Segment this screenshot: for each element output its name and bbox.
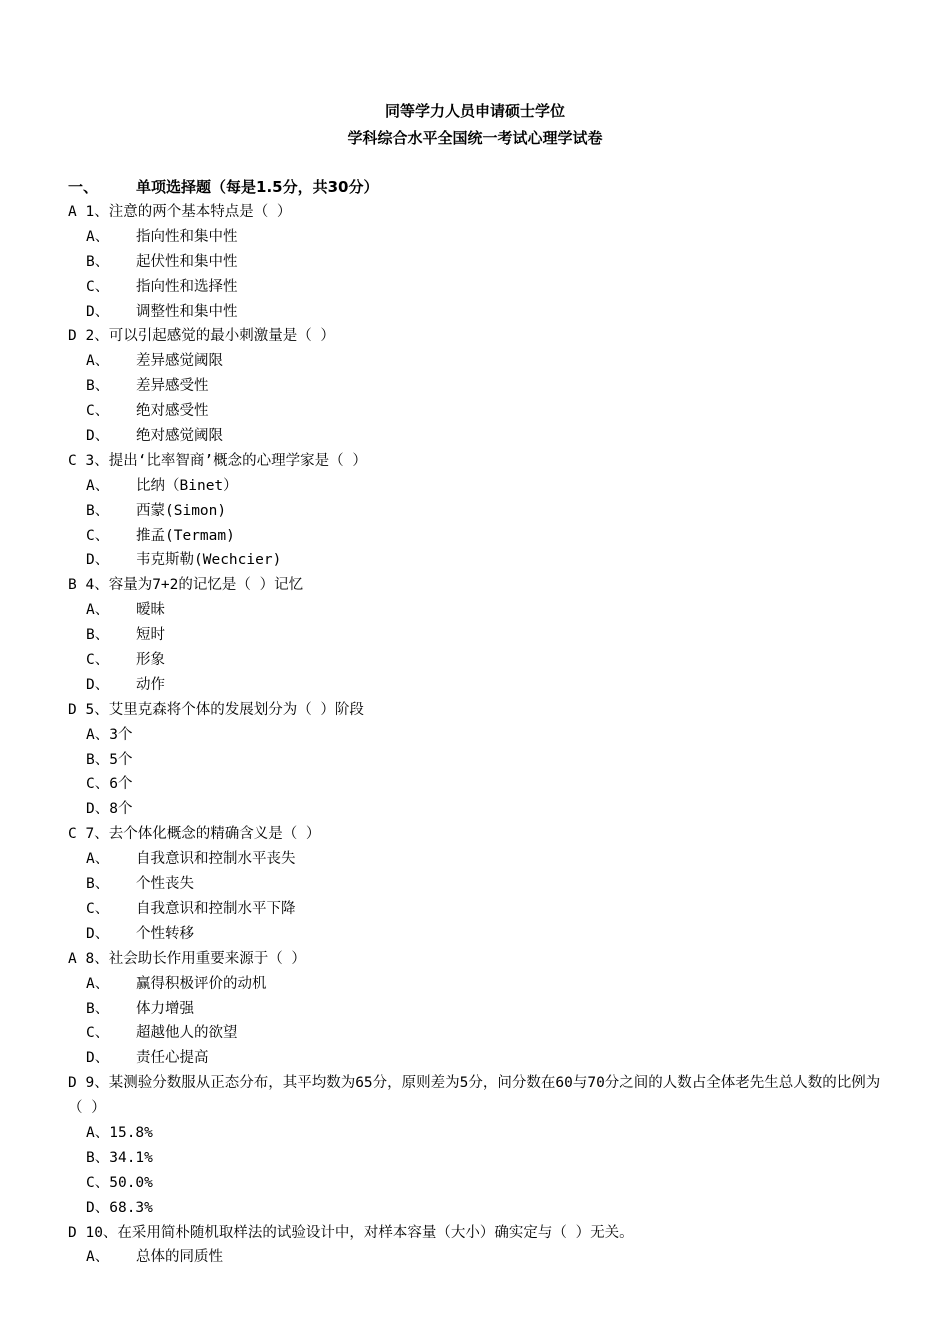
option-label: A、 [86,602,110,619]
exam-title-line2: 学科综合水平全国统一考试心理学试卷 [347,129,603,147]
option-label: C、 [86,776,110,793]
section-heading [68,176,378,197]
option-text: 指向性和集中性 [136,228,238,245]
answer-option [68,1021,888,1046]
option-text: 个性丧失 [136,876,194,893]
answer-option [68,673,888,698]
option-text: 差异感受性 [136,378,209,395]
answer-option [68,872,888,897]
answer-option [68,1046,888,1071]
option-label: B、 [86,502,110,519]
option-label: A、 [86,228,110,245]
option-label: A、 [86,851,110,868]
option-text: 50.0% [109,1174,153,1191]
question-stem: A 1、注意的两个基本特点是（ ） [68,204,292,220]
answer-option [68,374,888,399]
option-text: 暧昧 [136,602,165,619]
answer-option [68,349,888,374]
question-stem: D 2、可以引起感觉的最小刺激量是（ ） [68,328,335,345]
question-stem: D 5、艾里克森将个体的发展划分为（ ）阶段 [68,701,364,718]
question-stem: A 8、社会助长作用重要来源于（ ） [68,950,306,967]
option-label: C、 [86,900,110,917]
option-text: 韦克斯勒(Wechcier) [136,552,282,569]
answer-option [68,972,888,997]
option-text: 短时 [136,627,165,644]
option-label: D、 [86,676,110,693]
answer-option [68,225,888,250]
option-text: 赢得积极评价的动机 [136,975,267,992]
option-label: B、 [86,1000,110,1017]
option-label: D、 [86,552,110,569]
question-stem: C 3、提出‘比率智商’概念的心理学家是（ ） [68,452,367,469]
option-label: D、 [86,428,110,445]
option-label: B、 [86,253,110,270]
answer-option [68,598,888,623]
answer-option [68,997,888,1022]
answer-option [68,399,888,424]
option-label: A、 [86,726,110,743]
option-label: B、 [86,378,110,395]
option-label: B、 [86,751,110,768]
answer-option [68,797,888,822]
option-text: 8个 [109,801,133,818]
option-text: 自我意识和控制水平下降 [136,900,296,917]
question-stem: C 7、去个体化概念的精确含义是（ ） [68,826,321,843]
option-text: 调整性和集中性 [136,303,238,320]
option-label: A、 [86,1249,110,1266]
option-text: 5个 [109,751,133,768]
option-label: B、 [86,627,110,644]
option-text: 绝对感觉阈限 [136,428,223,445]
answer-option [68,772,888,797]
answer-option [68,748,888,773]
question-stem: D 9、某测验分数服从正态分布，其平均数为65分，原则差为5分，问分数在60与70分之间的人数占全体老先生总人数的比例为（ ） [68,1075,881,1117]
answer-option [68,1196,888,1221]
option-text: 68.3% [109,1199,153,1216]
answer-option [68,648,888,673]
answer-option [68,524,888,549]
answer-option [68,1171,888,1196]
option-label: D、 [86,1199,110,1216]
option-label: A、 [86,975,110,992]
answer-option [68,922,888,947]
option-text: 15.8% [109,1124,153,1141]
answer-option [68,847,888,872]
answer-option [68,723,888,748]
question-stem: B 4、容量为7+2的记忆是（ ）记忆 [68,577,304,594]
option-label: A、 [86,353,110,370]
answer-option [68,499,888,524]
option-label: C、 [86,527,110,544]
option-label: A、 [86,477,110,494]
answer-option [68,275,888,300]
question-stem: D 10、在采用简朴随机取样法的试验设计中，对样本容量（大小）确实定与（ ）无关。 [68,1224,634,1241]
answer-option [68,548,888,573]
section-number: 一、 [68,178,99,196]
answer-option [68,250,888,275]
option-text: 动作 [136,676,165,693]
option-label: D、 [86,801,110,818]
option-label: C、 [86,1025,110,1042]
option-text: 差异感觉阈限 [136,353,223,370]
option-label: B、 [86,876,110,893]
exam-title-line1: 同等学力人员申请硕士学位 [384,102,565,120]
section-title: 单项选择题（每是1.5分，共30分） [136,178,379,196]
answer-option [68,474,888,499]
option-text: 自我意识和控制水平丧失 [136,851,296,868]
option-label: D、 [86,303,110,320]
answer-option [68,1121,888,1146]
option-text: 体力增强 [136,1000,194,1017]
option-text: 个性转移 [136,925,194,942]
option-text: 超越他人的欲望 [136,1025,238,1042]
option-label: D、 [86,925,110,942]
option-label: B、 [86,1149,110,1166]
answer-option [68,300,888,325]
option-text: 总体的同质性 [136,1249,223,1266]
option-text: 3个 [109,726,133,743]
answer-option [68,1245,888,1270]
option-label: C、 [86,403,110,420]
answer-option [68,424,888,449]
option-label: C、 [86,278,110,295]
option-label: C、 [86,652,110,669]
question-list [68,200,888,1270]
answer-option [68,623,888,648]
option-text: 指向性和选择性 [136,278,238,295]
option-text: 推孟(Termam) [136,527,235,544]
answer-option [68,897,888,922]
option-label: C、 [86,1174,110,1191]
option-text: 起伏性和集中性 [136,253,238,270]
option-text: 形象 [136,652,165,669]
answer-option [68,1146,888,1171]
option-text: 西蒙(Simon) [136,502,227,519]
option-text: 34.1% [109,1149,153,1166]
option-label: D、 [86,1050,110,1067]
option-label: A、 [86,1124,110,1141]
option-text: 6个 [109,776,133,793]
option-text: 比纳（Binet） [136,477,238,494]
option-text: 责任心提高 [136,1050,209,1067]
option-text: 绝对感受性 [136,403,209,420]
